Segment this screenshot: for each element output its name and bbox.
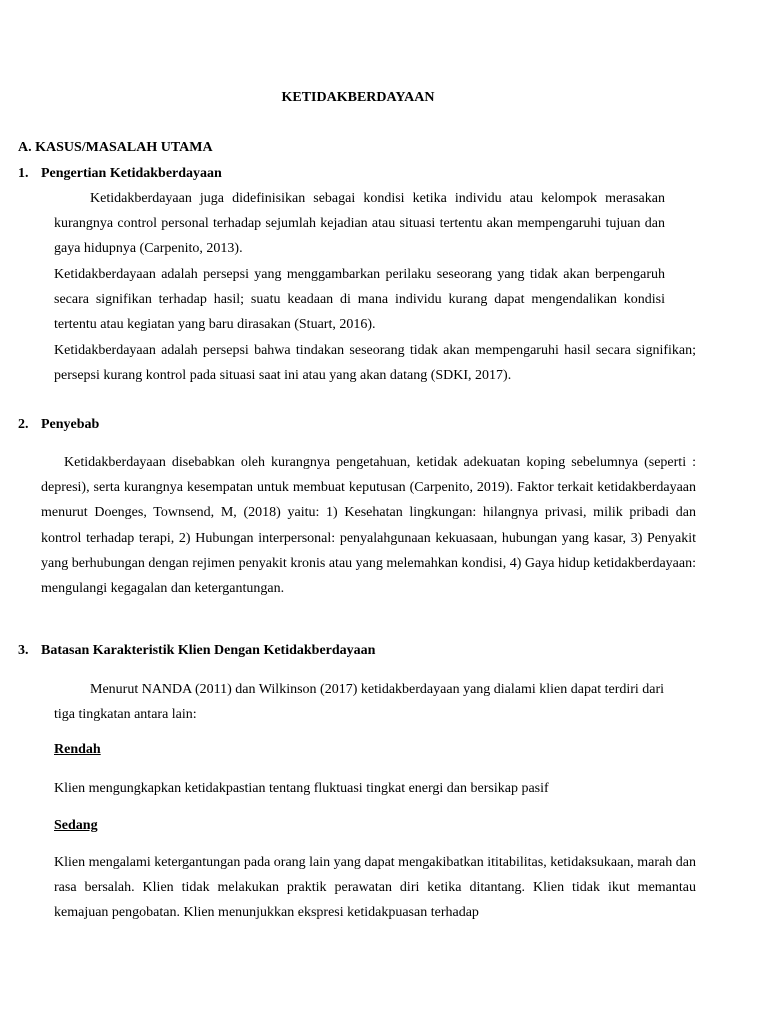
section-1-number: 1. xyxy=(18,166,29,181)
section-2-number: 2. xyxy=(18,417,29,432)
section-2-heading xyxy=(18,417,99,433)
section-1-title: Pengertian Ketidakberdayaan xyxy=(41,166,222,181)
level-rendah-text: Klien mengungkapkan ketidakpastian tentang fluktuasi tingkat energi dan bersikap pasif xyxy=(54,781,549,796)
definition-paragraph-1: Ketidakberdayaan juga didefinisikan sebagai kondisi ketika individu atau kelompok merasakan kurangnya control personal terhadap sejumlah kejadian atau situasi tertentu akan mempengaruhi tujuan dan gaya hidupnya (Carpenito, 2013). xyxy=(54,191,665,257)
section-1-heading xyxy=(18,166,222,182)
level-sedang-text: Klien mengalami ketergantungan pada orang lain yang dapat mengakibatkan ititabilitas, ketidaksukaan, marah dan rasa bersalah. Klien tidak melakukan praktik perawatan diri ketika ditantang. Klien tidak ikut memantau kemajuan pengobatan. Klien menunjukkan ekspresi ketidakpuasan terhadap xyxy=(54,855,696,921)
cause-paragraph: Ketidakberdayaan disebabkan oleh kurangnya pengetahuan, ketidak adekuatan koping sebelumnya (seperti : depresi), serta kurangnya kesempatan untuk membuat keputusan (Carpenito, 2019). Faktor terkait ketidakberdayaan menurut Doenges, Townsend, M, (2018) yaitu: 1) Kesehatan lingkungan: hilangnya privasi, milik pribadi dan kontrol terhadap terapi, 2) Hubungan interpersonal: penyalahgunaan kekuasaan, hubungan yang kasar, 3) Penyakit yang berhubungan dengan rejimen penyakit kronis atau yang melemahkan kondisi, 4) Gaya hidup ketidakberdayaan: mengulangi kegagalan dan ketergantungan. xyxy=(41,455,696,597)
definition-paragraph-2: Ketidakberdayaan adalah persepsi yang menggambarkan perilaku seseorang yang tidak akan berpengaruh secara signifikan terhadap hasil; suatu keadaan di mana individu kurang dapat mengendalikan kondisi tertentu atau kegiatan yang baru dirasakan (Stuart, 2016). xyxy=(54,267,665,333)
level-rendah-heading: Rendah xyxy=(54,742,101,757)
definition-paragraph-3: Ketidakberdayaan adalah persepsi bahwa tindakan seseorang tidak akan mempengaruhi hasil secara signifikan; persepsi kurang kontrol pada situasi saat ini atau yang akan datang (SDKI, 2017). xyxy=(54,343,696,384)
section-3-title: Batasan Karakteristik Klien Dengan Ketidakberdayaan xyxy=(41,643,376,658)
document-title: KETIDAKBERDAYAAN xyxy=(281,90,435,105)
level-sedang-heading: Sedang xyxy=(54,818,98,833)
section-2-title: Penyebab xyxy=(41,417,100,432)
characteristics-intro: Menurut NANDA (2011) dan Wilkinson (2017) ketidakberdayaan yang dialami klien dapat terdiri dari tiga tingkatan antara lain: xyxy=(54,682,665,723)
section-3-heading xyxy=(18,643,375,659)
section-3-number: 3. xyxy=(18,643,29,658)
section-a-heading: A. KASUS/MASALAH UTAMA xyxy=(18,140,213,155)
